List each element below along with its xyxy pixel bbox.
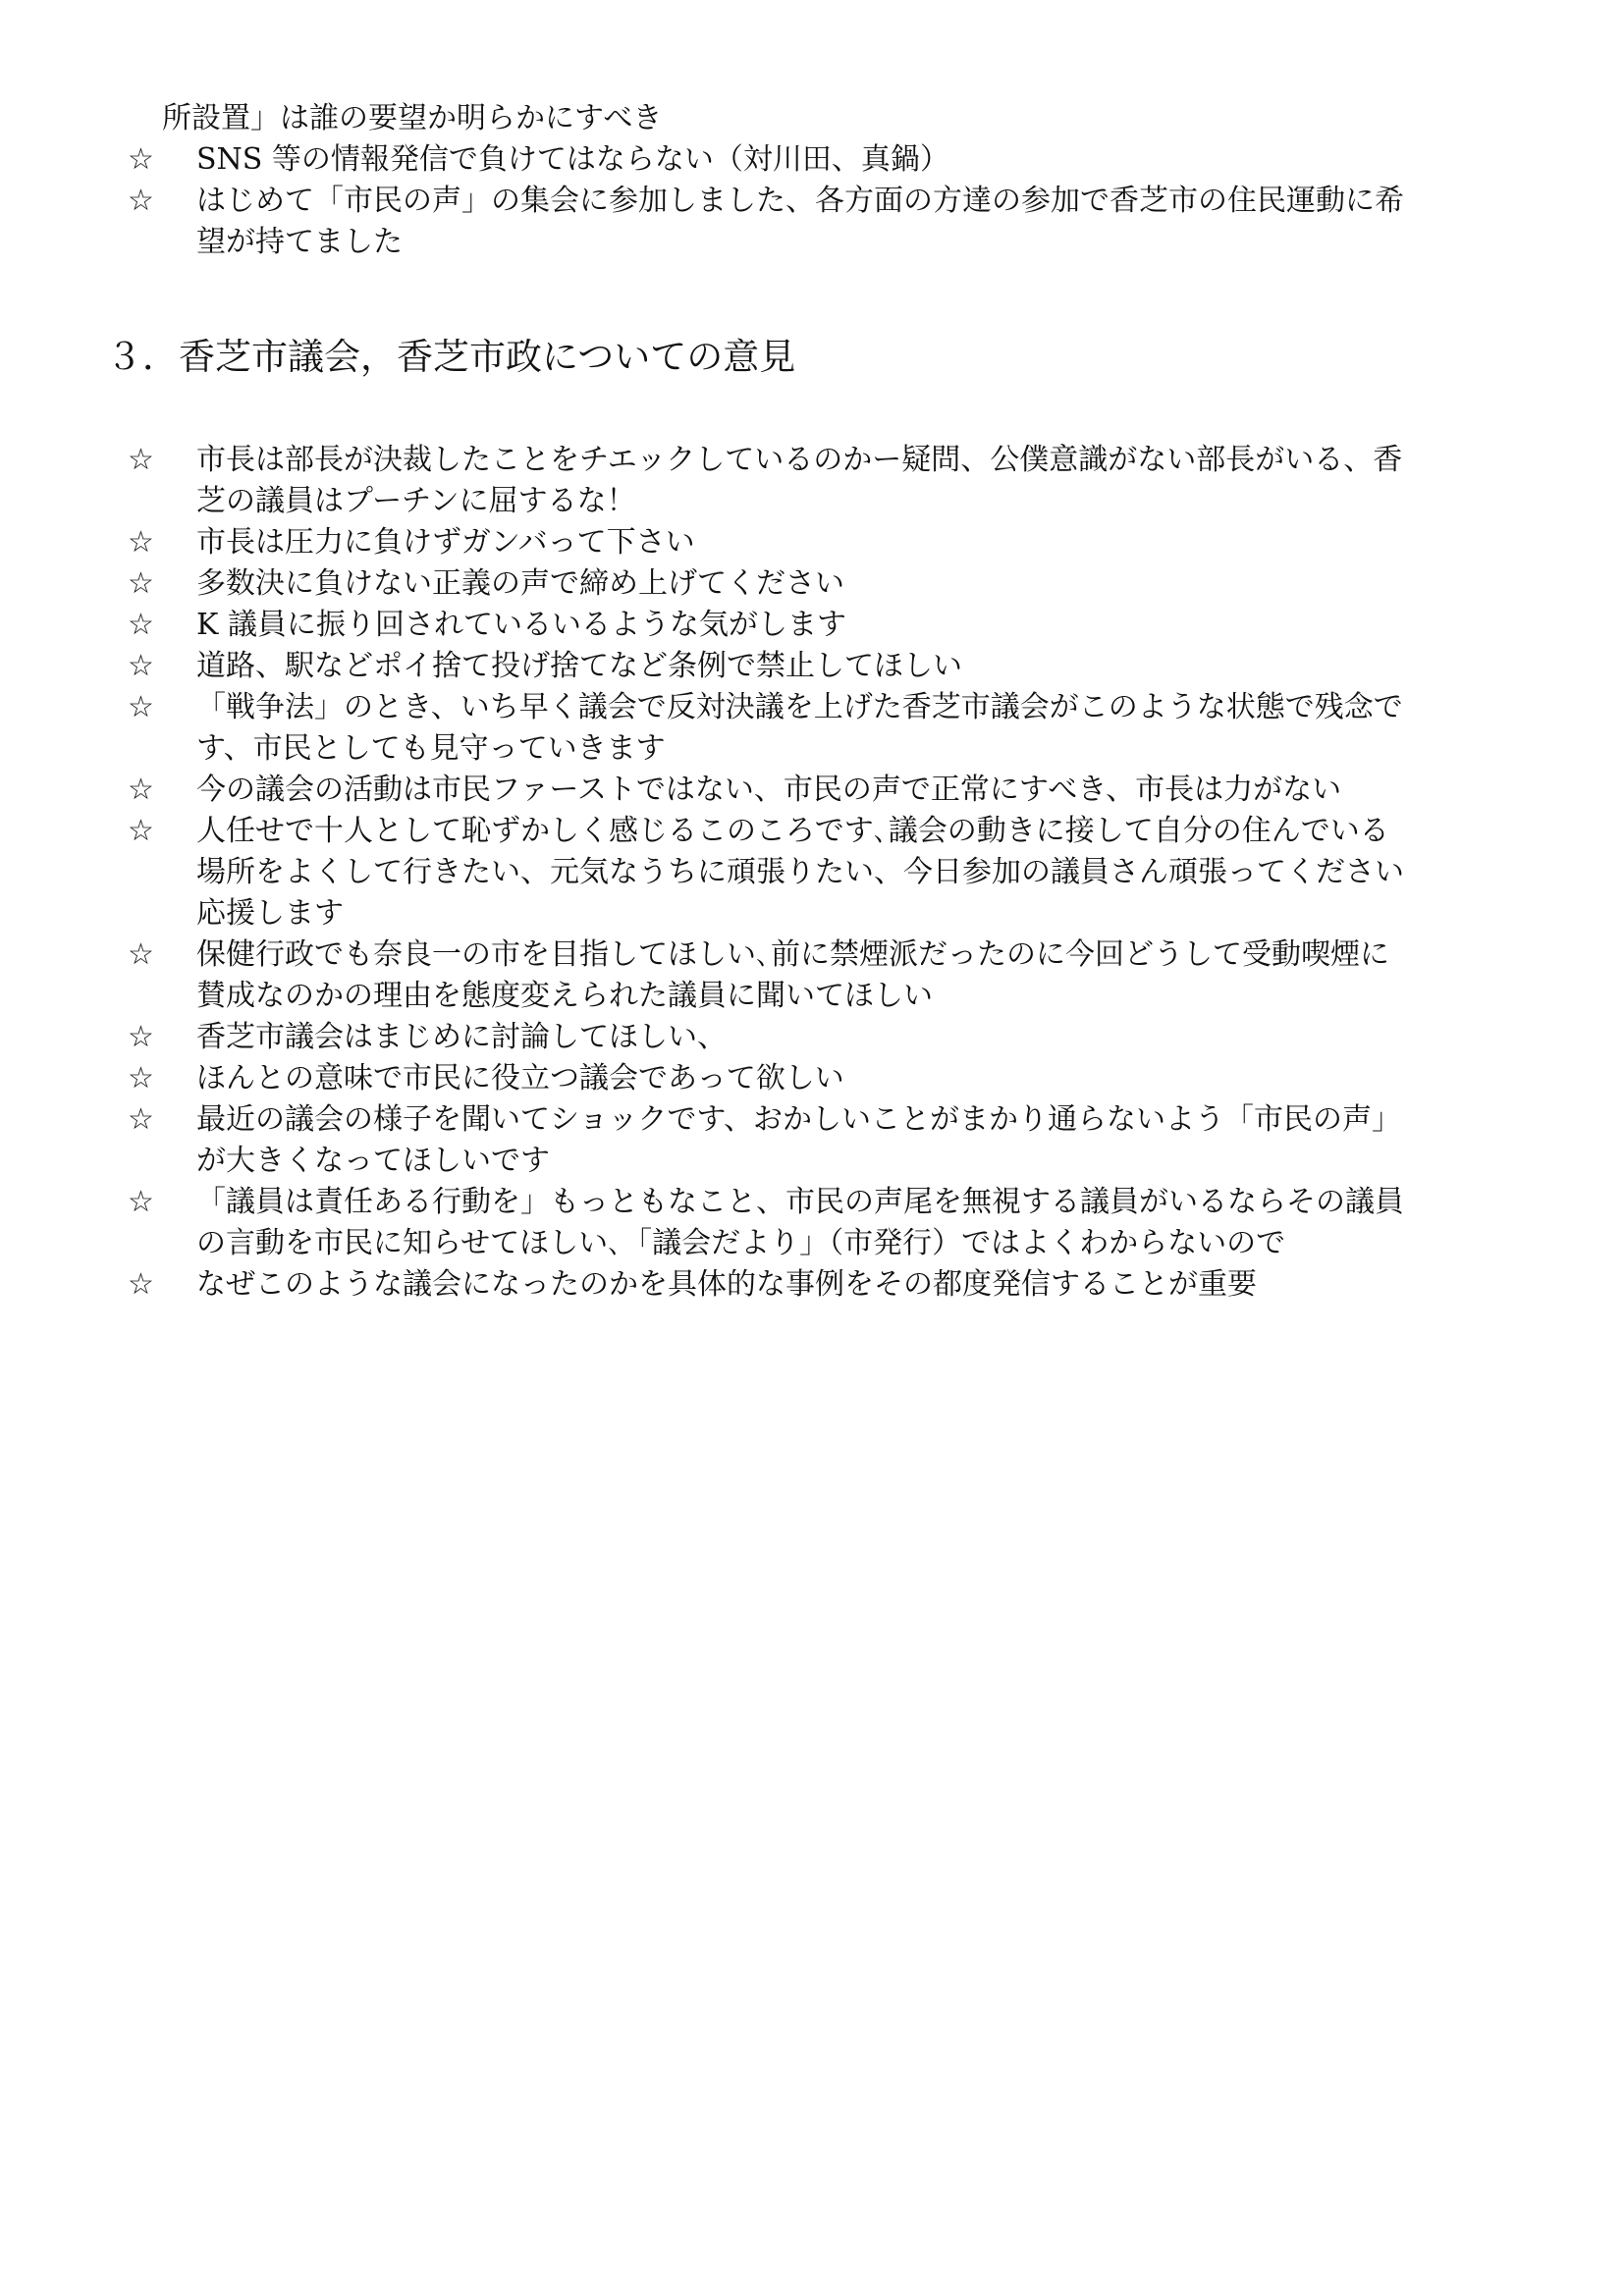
- opinion-list-top: [128, 139, 1542, 263]
- list-item-line: 応援します: [196, 896, 344, 931]
- list-item: [128, 770, 1542, 811]
- list-item-line: が大きくなってほしいです: [196, 1144, 550, 1178]
- list-item: [128, 646, 1542, 687]
- list-item-line: 芝の議員はプーチンに屈するな！: [196, 484, 636, 518]
- star-bullet-icon: ☆: [128, 1185, 154, 1219]
- star-bullet-icon: ☆: [128, 142, 154, 177]
- list-item: [128, 440, 1542, 522]
- star-bullet-icon: ☆: [128, 443, 154, 477]
- star-bullet-icon: ☆: [128, 566, 154, 601]
- list-item-line: SNS 等の情報発信で負けてはならない（対川田、真鍋）: [196, 142, 949, 177]
- list-item-line: 市長は圧力に負けずガンバって下さい: [196, 525, 695, 560]
- star-bullet-icon: ☆: [128, 1020, 154, 1054]
- list-item-line: 「議員は責任ある行動を」もっともなこと、市民の声尾を無視する議員がいるならその議員: [196, 1185, 1404, 1219]
- list-item-line: 人任せで十人として恥ずかしく感じるこのころです､議会の動きに接して自分の住んでいる: [196, 814, 1389, 848]
- list-item-line: 香芝市議会はまじめに討論してほしい、: [196, 1020, 727, 1054]
- list-item-line: K 議員に振り回されているいるような気がします: [196, 608, 846, 642]
- star-bullet-icon: ☆: [128, 773, 154, 807]
- list-item: [128, 1099, 1542, 1182]
- section-heading: ３．香芝市議会，香芝市政についての意見: [106, 336, 796, 378]
- list-item-line: 賛成なのかの理由を態度変えられた議員に聞いてほしい: [196, 979, 933, 1013]
- list-item-line: の言動を市民に知らせてほしい､「議会だより」（市発行）ではよくわからないので: [196, 1226, 1286, 1260]
- list-item-line: はじめて「市民の声」の集会に参加しました、各方面の方達の参加で香芝市の住民運動に希: [196, 184, 1404, 218]
- list-item-line: なぜこのような議会になったのかを具体的な事例をその都度発信することが重要: [196, 1267, 1257, 1302]
- list-item: [128, 605, 1542, 646]
- list-item-line: 道路、駅などポイ捨て投げ捨てなど条例で禁止してほしい: [196, 649, 962, 683]
- list-item-line: す、市民としても見守っていきます: [196, 731, 666, 766]
- star-bullet-icon: ☆: [128, 1102, 154, 1137]
- opinion-list-section3: [128, 440, 1542, 1306]
- list-item: [128, 934, 1542, 1017]
- star-bullet-icon: ☆: [128, 649, 154, 683]
- list-item-line: 市長は部長が決裁したことをチエックしているのかー疑問、公僕意識がない部長がいる、香: [196, 443, 1403, 477]
- list-item: [128, 811, 1542, 934]
- list-item-line: ほんとの意味で市民に役立つ議会であって欲しい: [196, 1061, 844, 1095]
- list-item: [128, 522, 1542, 563]
- star-bullet-icon: ☆: [128, 525, 154, 560]
- list-item-line: 今の議会の活動は市民ファーストではない、市民の声で正常にすべき、市長は力がない: [196, 773, 1342, 807]
- list-item-line: 「戦争法」のとき、いち早く議会で反対決議を上げた香芝市議会がこのような状態で残念で: [196, 690, 1403, 724]
- list-item: [128, 1017, 1542, 1058]
- list-item: [128, 181, 1542, 263]
- list-item: [128, 139, 1542, 181]
- list-item: [128, 563, 1542, 605]
- star-bullet-icon: ☆: [128, 814, 154, 848]
- star-bullet-icon: ☆: [128, 1061, 154, 1095]
- star-bullet-icon: ☆: [128, 937, 154, 972]
- list-item-line: 望が持てました: [196, 225, 403, 259]
- list-item-line: 場所をよくして行きたい、元気なうちに頑張りたい、今日参加の議員さん頑張ってください: [196, 855, 1404, 889]
- star-bullet-icon: ☆: [128, 608, 154, 642]
- list-item-line: 多数決に負けない正義の声で締め上げてください: [196, 566, 844, 601]
- list-item: [128, 1182, 1542, 1264]
- list-item: [128, 687, 1542, 770]
- star-bullet-icon: ☆: [128, 1267, 154, 1302]
- star-bullet-icon: ☆: [128, 184, 154, 218]
- list-item-line: 保健行政でも奈良一の市を目指してほしい､前に禁煙派だったのに今回どうして受動喫煙に: [196, 937, 1389, 972]
- continuation-line: 所設置」は誰の要望か明らかにすべき: [162, 101, 663, 135]
- list-item: [128, 1058, 1542, 1099]
- list-item-line: 最近の議会の様子を聞いてショックです、おかしいことがまかり通らないよう「市民の声」: [196, 1102, 1401, 1137]
- star-bullet-icon: ☆: [128, 690, 154, 724]
- list-item: [128, 1264, 1542, 1306]
